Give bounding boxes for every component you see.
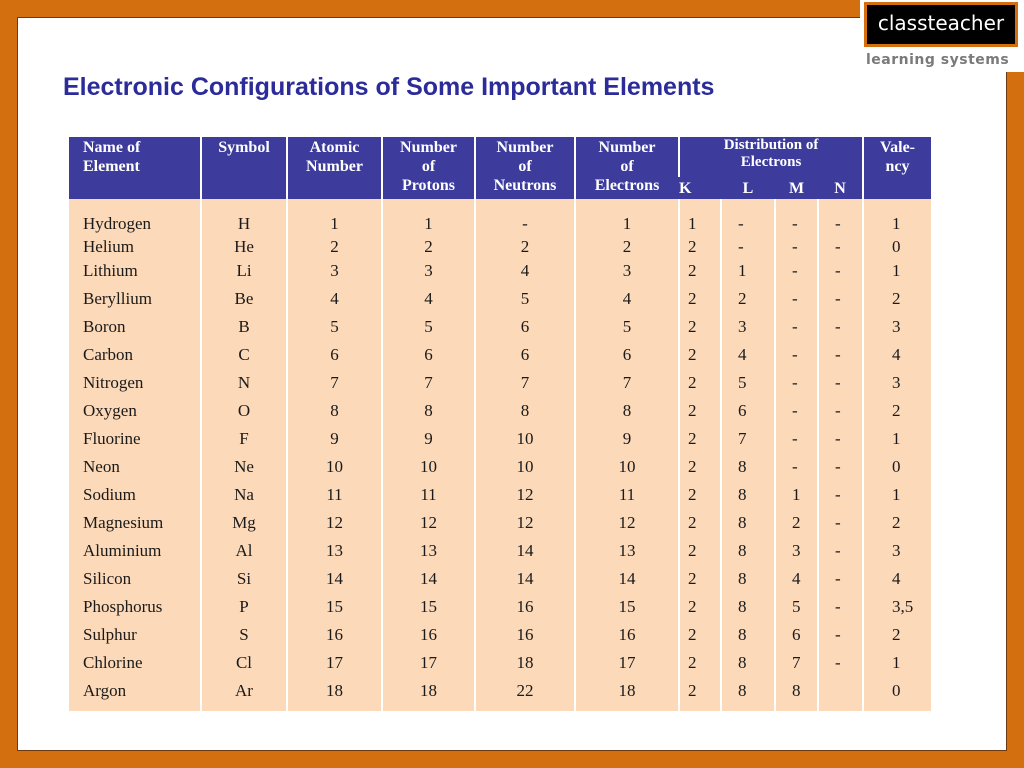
atomic-number-cell: 17: [287, 649, 382, 677]
protons-cell: 8: [382, 397, 475, 425]
neutrons-cell: 2: [475, 237, 575, 257]
logo-tagline: learning systems: [866, 52, 1010, 68]
shell-k-cell: 2: [679, 593, 721, 621]
element-name-cell: Fluorine: [69, 425, 201, 453]
shell-l-cell: 8: [721, 481, 775, 509]
header-symbol: [201, 137, 287, 199]
atomic-number-cell: 4: [287, 285, 382, 313]
shell-k-cell: 2: [679, 341, 721, 369]
header-shell-m: M: [775, 177, 818, 199]
shell-m-cell: -: [775, 285, 818, 313]
table-row: [69, 397, 931, 425]
logo-wordmark: classteacher: [864, 2, 1018, 47]
atomic-number-cell: 1: [287, 199, 382, 237]
atomic-number-cell: 5: [287, 313, 382, 341]
symbol-cell: Ne: [201, 453, 287, 481]
shell-n-cell: -: [818, 425, 863, 453]
protons-cell: 10: [382, 453, 475, 481]
shell-k-cell: 2: [679, 537, 721, 565]
electrons-cell: 9: [575, 425, 679, 453]
atomic-number-cell: 9: [287, 425, 382, 453]
shell-m-cell: -: [775, 257, 818, 285]
valency-cell: 3: [863, 313, 931, 341]
shell-k-cell: 2: [679, 369, 721, 397]
atomic-number-cell: 12: [287, 509, 382, 537]
protons-cell: 2: [382, 237, 475, 257]
elements-table-body: [69, 199, 931, 711]
header-distribution-line1: Distribution of: [723, 137, 819, 153]
shell-m-cell: 4: [775, 565, 818, 593]
valency-cell: 3,5: [863, 593, 931, 621]
atomic-number-cell: 18: [287, 677, 382, 711]
protons-cell: 12: [382, 509, 475, 537]
electrons-cell: 14: [575, 565, 679, 593]
symbol-cell: O: [201, 397, 287, 425]
shell-k-cell: 2: [679, 425, 721, 453]
protons-cell: 18: [382, 677, 475, 711]
atomic-number-cell: 13: [287, 537, 382, 565]
protons-cell: 7: [382, 369, 475, 397]
shell-k-cell: 2: [679, 237, 721, 257]
header-symbol-label: Symbol: [218, 139, 270, 156]
shell-m-cell: 6: [775, 621, 818, 649]
header-atomic-number: [287, 137, 382, 199]
element-name-cell: Oxygen: [69, 397, 201, 425]
header-number-of-electrons: [575, 137, 679, 199]
header-distribution-of-electrons: [679, 137, 863, 177]
electrons-cell: 3: [575, 257, 679, 285]
shell-m-cell: 8: [775, 677, 818, 711]
shell-n-cell: -: [818, 257, 863, 285]
symbol-cell: Li: [201, 257, 287, 285]
electrons-cell: 11: [575, 481, 679, 509]
neutrons-cell: 18: [475, 649, 575, 677]
electrons-cell: 4: [575, 285, 679, 313]
shell-n-cell: -: [818, 649, 863, 677]
header-name-line1: Name of: [83, 139, 141, 156]
element-name-cell: Magnesium: [69, 509, 201, 537]
valency-cell: 2: [863, 621, 931, 649]
protons-cell: 1: [382, 199, 475, 237]
element-name-cell: Carbon: [69, 341, 201, 369]
shell-k-cell: 2: [679, 285, 721, 313]
shell-l-cell: 5: [721, 369, 775, 397]
shell-n-cell: -: [818, 509, 863, 537]
shell-m-cell: -: [775, 369, 818, 397]
electrons-cell: 8: [575, 397, 679, 425]
header-name-of-element: [69, 137, 201, 199]
header-number-of-neutrons: [475, 137, 575, 199]
electrons-cell: 2: [575, 237, 679, 257]
protons-cell: 11: [382, 481, 475, 509]
table-row: [69, 565, 931, 593]
shell-l-cell: 8: [721, 649, 775, 677]
atomic-number-cell: 2: [287, 237, 382, 257]
table-row: [69, 313, 931, 341]
neutrons-cell: 6: [475, 313, 575, 341]
shell-m-cell: -: [775, 341, 818, 369]
symbol-cell: Be: [201, 285, 287, 313]
symbol-cell: P: [201, 593, 287, 621]
header-neutrons-line2: of: [518, 158, 532, 175]
protons-cell: 16: [382, 621, 475, 649]
protons-cell: 9: [382, 425, 475, 453]
valency-cell: 0: [863, 677, 931, 711]
symbol-cell: C: [201, 341, 287, 369]
shell-l-cell: 7: [721, 425, 775, 453]
table-row: [69, 621, 931, 649]
neutrons-cell: 16: [475, 621, 575, 649]
symbol-cell: Si: [201, 565, 287, 593]
shell-n-cell: -: [818, 621, 863, 649]
header-number-of-protons: [382, 137, 475, 199]
atomic-number-cell: 11: [287, 481, 382, 509]
electrons-cell: 15: [575, 593, 679, 621]
element-name-cell: Helium: [69, 237, 201, 257]
shell-k-cell: 2: [679, 481, 721, 509]
electrons-cell: 16: [575, 621, 679, 649]
shell-l-cell: 6: [721, 397, 775, 425]
atomic-number-cell: 16: [287, 621, 382, 649]
protons-cell: 13: [382, 537, 475, 565]
table-row: [69, 237, 931, 257]
valency-cell: 4: [863, 565, 931, 593]
element-name-cell: Sulphur: [69, 621, 201, 649]
table-row: [69, 369, 931, 397]
neutrons-cell: -: [475, 199, 575, 237]
electrons-cell: 18: [575, 677, 679, 711]
shell-m-cell: 5: [775, 593, 818, 621]
shell-k-cell: 2: [679, 677, 721, 711]
header-neutrons-line3: Neutrons: [493, 177, 557, 194]
shell-n-cell: -: [818, 313, 863, 341]
symbol-cell: B: [201, 313, 287, 341]
valency-cell: 3: [863, 369, 931, 397]
shell-m-cell: -: [775, 425, 818, 453]
element-name-cell: Boron: [69, 313, 201, 341]
electrons-cell: 6: [575, 341, 679, 369]
header-electrons-line1: Number: [598, 139, 656, 156]
header-valency-line2: ncy: [885, 158, 910, 175]
shell-l-cell: 8: [721, 677, 775, 711]
table-row: [69, 425, 931, 453]
shell-n-cell: -: [818, 285, 863, 313]
shell-m-cell: -: [775, 397, 818, 425]
header-shell-n: N: [818, 177, 863, 199]
header-name-line2: Element: [83, 158, 140, 175]
valency-cell: 1: [863, 199, 931, 237]
shell-l-cell: -: [721, 199, 775, 237]
element-name-cell: Hydrogen: [69, 199, 201, 237]
symbol-cell: He: [201, 237, 287, 257]
table-row: [69, 593, 931, 621]
protons-cell: 5: [382, 313, 475, 341]
table-row: [69, 509, 931, 537]
symbol-cell: F: [201, 425, 287, 453]
header-valency-line1: Vale-: [880, 139, 916, 156]
shell-k-cell: 2: [679, 621, 721, 649]
electrons-cell: 13: [575, 537, 679, 565]
neutrons-cell: 22: [475, 677, 575, 711]
table-row: [69, 481, 931, 509]
elements-table: [69, 137, 931, 711]
electrons-cell: 5: [575, 313, 679, 341]
valency-cell: 2: [863, 397, 931, 425]
table-row: [69, 341, 931, 369]
shell-m-cell: -: [775, 453, 818, 481]
neutrons-cell: 8: [475, 397, 575, 425]
symbol-cell: Ar: [201, 677, 287, 711]
symbol-cell: N: [201, 369, 287, 397]
protons-cell: 6: [382, 341, 475, 369]
element-name-cell: Phosphorus: [69, 593, 201, 621]
table-row: [69, 649, 931, 677]
page-title: Electronic Configurations of Some Important Elements: [63, 73, 715, 101]
header-distribution-line2: Electrons: [740, 154, 802, 170]
header-protons-line1: Number: [400, 139, 457, 156]
shell-l-cell: 8: [721, 621, 775, 649]
element-name-cell: Neon: [69, 453, 201, 481]
valency-cell: 1: [863, 425, 931, 453]
electrons-cell: 17: [575, 649, 679, 677]
element-name-cell: Argon: [69, 677, 201, 711]
shell-l-cell: 8: [721, 537, 775, 565]
atomic-number-cell: 6: [287, 341, 382, 369]
table-row: [69, 453, 931, 481]
element-name-cell: Aluminium: [69, 537, 201, 565]
shell-l-cell: 2: [721, 285, 775, 313]
table-row: [69, 199, 931, 237]
shell-m-cell: 7: [775, 649, 818, 677]
neutrons-cell: 5: [475, 285, 575, 313]
electrons-cell: 12: [575, 509, 679, 537]
shell-k-cell: 2: [679, 313, 721, 341]
header-electrons-line2: of: [620, 158, 634, 175]
atomic-number-cell: 14: [287, 565, 382, 593]
element-name-cell: Silicon: [69, 565, 201, 593]
atomic-number-cell: 10: [287, 453, 382, 481]
shell-n-cell: -: [818, 237, 863, 257]
protons-cell: 15: [382, 593, 475, 621]
shell-n-cell: -: [818, 537, 863, 565]
shell-m-cell: 3: [775, 537, 818, 565]
element-name-cell: Chlorine: [69, 649, 201, 677]
header-electrons-line3: Electrons: [594, 177, 660, 194]
neutrons-cell: 4: [475, 257, 575, 285]
shell-k-cell: 2: [679, 509, 721, 537]
header-protons-line2: of: [421, 158, 436, 175]
valency-cell: 1: [863, 257, 931, 285]
classteacher-logo: [860, 0, 1024, 72]
header-protons-line3: Protons: [401, 177, 456, 194]
header-shell-l: L: [721, 177, 775, 199]
valency-cell: 2: [863, 285, 931, 313]
symbol-cell: S: [201, 621, 287, 649]
neutrons-cell: 7: [475, 369, 575, 397]
shell-l-cell: 1: [721, 257, 775, 285]
element-name-cell: Sodium: [69, 481, 201, 509]
valency-cell: 1: [863, 481, 931, 509]
shell-l-cell: -: [721, 237, 775, 257]
shell-k-cell: 2: [679, 453, 721, 481]
neutrons-cell: 14: [475, 537, 575, 565]
neutrons-cell: 12: [475, 509, 575, 537]
element-name-cell: Lithium: [69, 257, 201, 285]
atomic-number-cell: 15: [287, 593, 382, 621]
table-row: [69, 257, 931, 285]
neutrons-cell: 14: [475, 565, 575, 593]
shell-n-cell: -: [818, 481, 863, 509]
atomic-number-cell: 8: [287, 397, 382, 425]
symbol-cell: Na: [201, 481, 287, 509]
shell-k-cell: 2: [679, 565, 721, 593]
header-atomic-line1: Atomic: [309, 139, 360, 156]
protons-cell: 17: [382, 649, 475, 677]
header-valency: [863, 137, 931, 199]
neutrons-cell: 10: [475, 453, 575, 481]
table-row: [69, 537, 931, 565]
shell-n-cell: -: [818, 565, 863, 593]
electrons-cell: 10: [575, 453, 679, 481]
shell-l-cell: 8: [721, 453, 775, 481]
shell-k-cell: 2: [679, 649, 721, 677]
shell-n-cell: -: [818, 593, 863, 621]
valency-cell: 2: [863, 509, 931, 537]
header-atomic-line2: Number: [306, 158, 363, 175]
shell-l-cell: 8: [721, 565, 775, 593]
shell-n-cell: -: [818, 397, 863, 425]
shell-l-cell: 3: [721, 313, 775, 341]
electrons-cell: 7: [575, 369, 679, 397]
atomic-number-cell: 3: [287, 257, 382, 285]
neutrons-cell: 6: [475, 341, 575, 369]
table-row: [69, 285, 931, 313]
shell-m-cell: -: [775, 237, 818, 257]
valency-cell: 1: [863, 649, 931, 677]
shell-l-cell: 8: [721, 509, 775, 537]
shell-k-cell: 2: [679, 257, 721, 285]
shell-n-cell: -: [818, 369, 863, 397]
shell-n-cell: -: [818, 453, 863, 481]
element-name-cell: Nitrogen: [69, 369, 201, 397]
valency-cell: 0: [863, 237, 931, 257]
symbol-cell: Al: [201, 537, 287, 565]
neutrons-cell: 16: [475, 593, 575, 621]
neutrons-cell: 10: [475, 425, 575, 453]
shell-m-cell: -: [775, 199, 818, 237]
header-neutrons-line1: Number: [496, 139, 554, 156]
shell-k-cell: 2: [679, 397, 721, 425]
symbol-cell: H: [201, 199, 287, 237]
shell-k-cell: 1: [679, 199, 721, 237]
valency-cell: 4: [863, 341, 931, 369]
shell-l-cell: 8: [721, 593, 775, 621]
neutrons-cell: 12: [475, 481, 575, 509]
shell-l-cell: 4: [721, 341, 775, 369]
shell-m-cell: 1: [775, 481, 818, 509]
shell-n-cell: -: [818, 199, 863, 237]
protons-cell: 4: [382, 285, 475, 313]
valency-cell: 3: [863, 537, 931, 565]
element-name-cell: Beryllium: [69, 285, 201, 313]
electrons-cell: 1: [575, 199, 679, 237]
shell-n-cell: [818, 677, 863, 711]
atomic-number-cell: 7: [287, 369, 382, 397]
protons-cell: 3: [382, 257, 475, 285]
shell-m-cell: 2: [775, 509, 818, 537]
shell-n-cell: -: [818, 341, 863, 369]
shell-m-cell: -: [775, 313, 818, 341]
header-shell-k: K: [679, 177, 721, 199]
symbol-cell: Mg: [201, 509, 287, 537]
valency-cell: 0: [863, 453, 931, 481]
table-row: [69, 677, 931, 711]
protons-cell: 14: [382, 565, 475, 593]
symbol-cell: Cl: [201, 649, 287, 677]
